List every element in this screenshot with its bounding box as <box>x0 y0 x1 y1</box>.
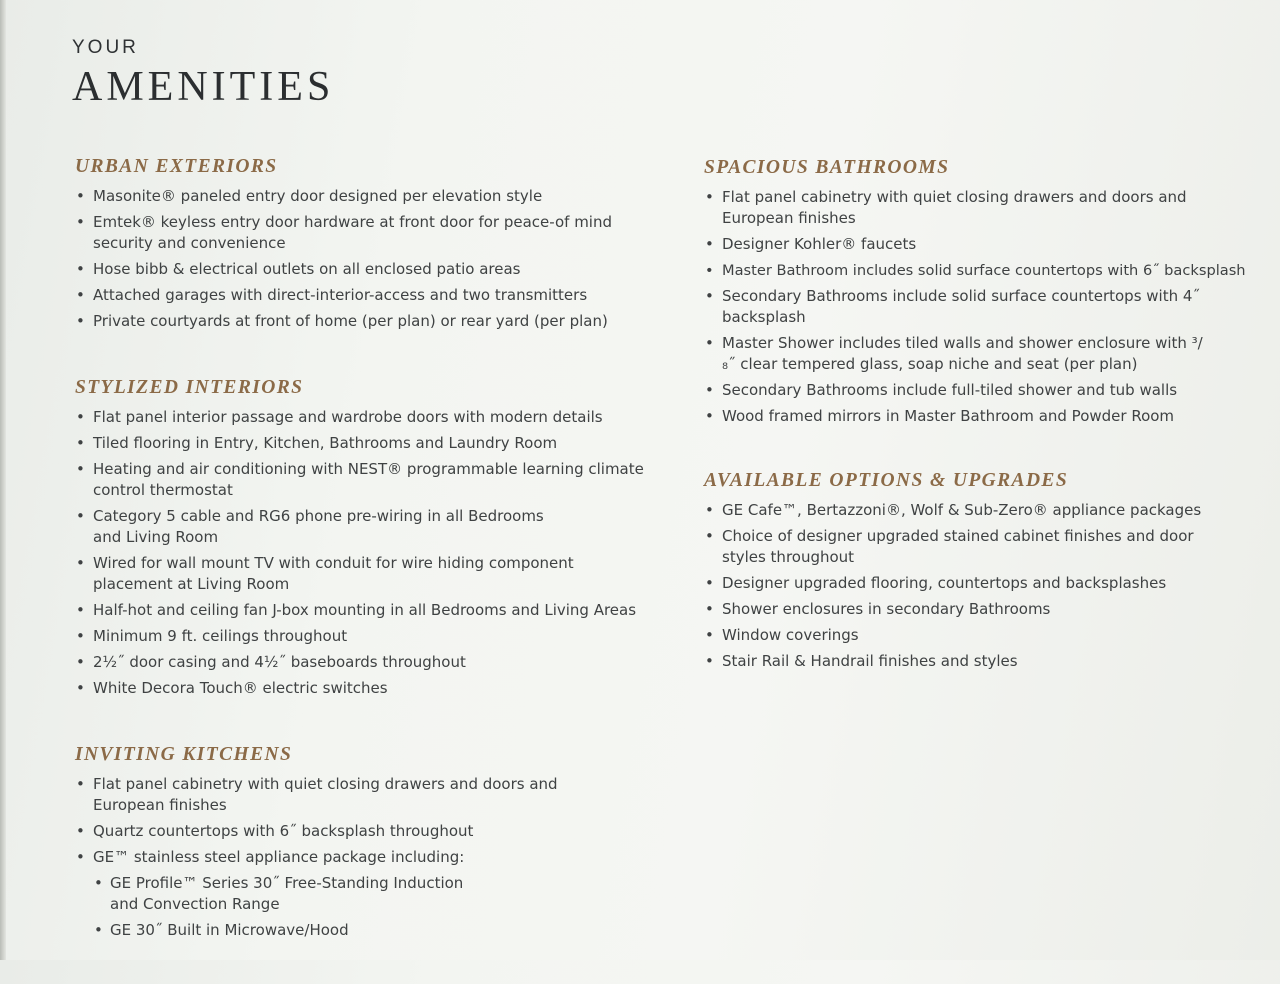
list-item: • Wood framed mirrors in Master Bathroom and Powder Room <box>704 406 1274 427</box>
section-inviting-kitchens <box>75 742 675 941</box>
list-item: • Choice of designer upgraded stained cabinet finishes and door styles throughout <box>704 526 1222 568</box>
list-item: • Shower enclosures in secondary Bathrooms <box>704 599 1274 620</box>
list-item: • Designer Kohler® faucets <box>704 234 1274 255</box>
list-item: • Window coverings <box>704 625 1274 646</box>
list-item: • Category 5 cable and RG6 phone pre-wiring in all Bedrooms and Living Room <box>75 506 573 548</box>
list-item: • Flat panel interior passage and wardrobe doors with modern details <box>75 407 675 428</box>
appliance-sublist <box>93 873 675 941</box>
list-item: • Secondary Bathrooms include full-tiled shower and tub walls <box>704 380 1274 401</box>
list-item: • Master Shower includes tiled walls and shower enclosure with ³/₈˝ clear tempered glass, soap niche and seat (per plan) <box>704 333 1212 375</box>
list-item <box>75 847 675 941</box>
section-heading: SPACIOUS BATHROOMS <box>704 157 950 178</box>
section-heading: AVAILABLE OPTIONS & UPGRADES <box>704 470 1069 491</box>
list-item-text: GE™ stainless steel appliance package including: <box>93 848 465 866</box>
section-urban-exteriors <box>75 154 675 332</box>
left-column <box>75 154 675 984</box>
list-item: • Masonite® paneled entry door designed per elevation style <box>75 186 675 207</box>
list-item: • Heating and air conditioning with NEST® programmable learning climate control thermostat <box>75 459 663 501</box>
amenity-list <box>75 774 675 941</box>
right-column <box>704 155 1274 715</box>
list-item: • Flat panel cabinetry with quiet closing drawers and doors and European finishes <box>75 774 583 816</box>
list-item: • Secondary Bathrooms include solid surface countertops with 4˝ backsplash <box>704 286 1202 328</box>
list-item: • 2½˝ door casing and 4½˝ baseboards throughout <box>75 652 675 673</box>
amenity-list <box>704 500 1274 672</box>
page-title <box>72 36 334 112</box>
sub-list-item: • GE Profile™ Series 30˝ Free-Standing Induction and Convection Range <box>93 873 490 915</box>
list-item: • Private courtyards at front of home (per plan) or rear yard (per plan) <box>75 311 675 332</box>
list-item: • Designer upgraded flooring, countertops and backsplashes <box>704 573 1274 594</box>
list-item: • Minimum 9 ft. ceilings throughout <box>75 626 675 647</box>
list-item: • Emtek® keyless entry door hardware at front door for peace-of mind security and convenience <box>75 212 633 254</box>
title-main: AMENITIES <box>72 64 335 110</box>
section-options-upgrades <box>704 468 1274 672</box>
amenity-list <box>75 186 675 332</box>
sub-list-item: • GE 30˝ Built in Microwave/Hood <box>93 920 675 941</box>
list-item: • Flat panel cabinetry with quiet closing drawers and doors and European finishes <box>704 187 1192 229</box>
list-item: • White Decora Touch® electric switches <box>75 678 675 699</box>
list-item: • Half-hot and ceiling fan J-box mounting in all Bedrooms and Living Areas <box>75 600 675 621</box>
list-item: • Wired for wall mount TV with conduit for wire hiding component placement at Living Room <box>75 553 613 595</box>
list-item: • Attached garages with direct-interior-access and two transmitters <box>75 285 675 306</box>
list-item: • Quartz countertops with 6˝ backsplash throughout <box>75 821 675 842</box>
section-spacious-bathrooms <box>704 155 1274 427</box>
section-stylized-interiors <box>75 375 675 699</box>
section-heading: URBAN EXTERIORS <box>75 156 278 177</box>
list-item: • Tiled flooring in Entry, Kitchen, Bathrooms and Laundry Room <box>75 433 675 454</box>
amenity-list <box>704 187 1274 427</box>
amenity-list <box>75 407 675 699</box>
list-item: • Stair Rail & Handrail finishes and styles <box>704 651 1274 672</box>
title-eyebrow: YOUR <box>72 37 139 58</box>
section-heading: INVITING KITCHENS <box>75 744 293 765</box>
section-heading: STYLIZED INTERIORS <box>75 377 304 398</box>
list-item: • Hose bibb & electrical outlets on all enclosed patio areas <box>75 259 675 280</box>
page-edge-shadow <box>0 0 6 960</box>
list-item: • GE Cafe™, Bertazzoni®, Wolf & Sub-Zero® appliance packages <box>704 500 1274 521</box>
list-item: • Master Bathroom includes solid surface countertops with 6˝ backsplash <box>704 260 1274 281</box>
